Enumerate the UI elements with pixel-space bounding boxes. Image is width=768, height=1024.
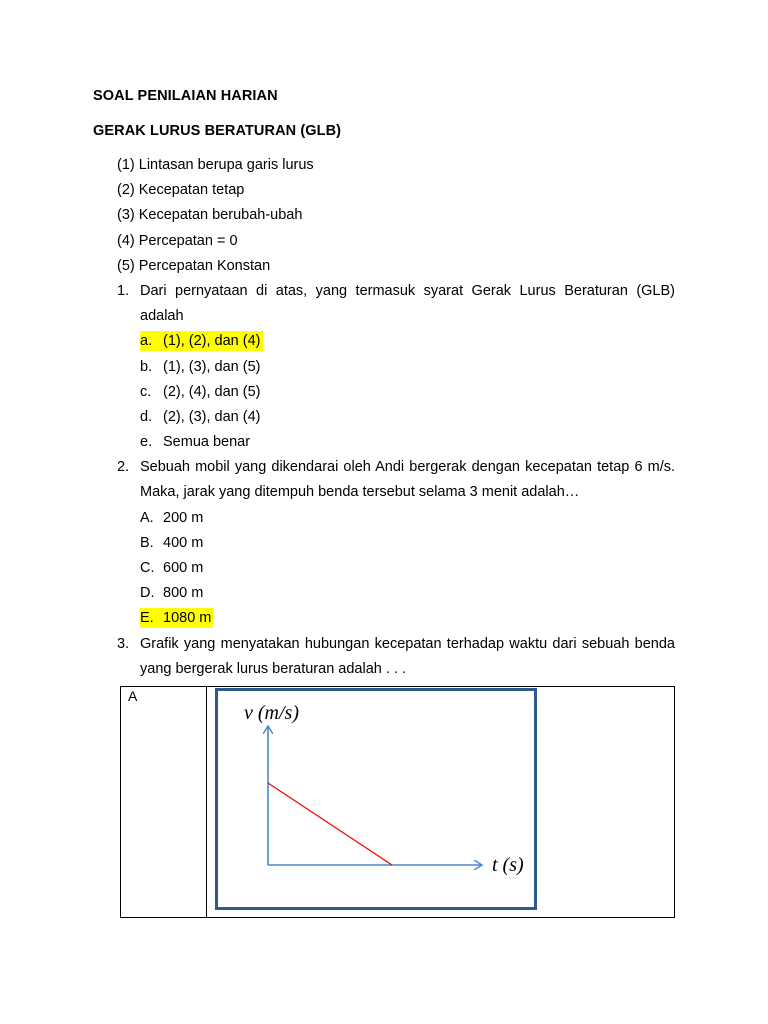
statement-2: (2) Kecepatan tetap bbox=[117, 182, 245, 198]
question-2-option-b bbox=[140, 533, 203, 553]
question-2-option-a bbox=[140, 508, 203, 528]
option-letter: B. bbox=[140, 535, 154, 551]
option-letter: A. bbox=[140, 510, 154, 526]
option-text: 600 m bbox=[163, 560, 204, 576]
question-2-option-e bbox=[140, 608, 213, 628]
option-letter: a. bbox=[140, 333, 153, 349]
statement-3: (3) Kecepatan berubah-ubah bbox=[117, 207, 303, 223]
statement-1: (1) Lintasan berupa garis lurus bbox=[117, 157, 314, 173]
option-text: (1), (2), dan (4) bbox=[163, 333, 261, 349]
option-letter: C. bbox=[140, 560, 155, 576]
option-letter: c. bbox=[140, 384, 152, 400]
question-2-option-d bbox=[140, 583, 203, 603]
option-text: (2), (3), dan (4) bbox=[163, 409, 261, 425]
option-text: (1), (3), dan (5) bbox=[163, 359, 261, 375]
option-letter: D. bbox=[140, 585, 155, 601]
question-1-text: Dari pernyataan di atas, yang termasuk syarat Gerak Lurus Beraturan (GLB) adalah bbox=[140, 283, 675, 324]
option-letter: b. bbox=[140, 359, 153, 375]
question-1-number: 1. bbox=[117, 283, 130, 299]
question-3-number: 3. bbox=[117, 636, 130, 652]
x-axis-label: t (s) bbox=[492, 854, 524, 876]
option-letter: e. bbox=[140, 434, 153, 450]
question-1-option-c bbox=[140, 382, 261, 402]
option-letter: E. bbox=[140, 610, 154, 626]
question-1-option-b bbox=[140, 357, 261, 377]
option-text: 200 m bbox=[163, 510, 204, 526]
option-letter: d. bbox=[140, 409, 153, 425]
option-text: 1080 m bbox=[163, 610, 212, 626]
table-row-label: A bbox=[128, 688, 138, 704]
document-title: SOAL PENILAIAN HARIAN bbox=[93, 88, 278, 104]
graph-svg bbox=[218, 691, 534, 907]
graph-line bbox=[268, 783, 392, 865]
velocity-time-graph bbox=[215, 688, 537, 910]
question-3-text: Grafik yang menyatakan hubungan kecepatan terhadap waktu dari sebuah benda yang bergerak lurus beraturan adalah . . . bbox=[140, 636, 675, 677]
document-subtitle: GERAK LURUS BERATURAN (GLB) bbox=[93, 123, 342, 139]
option-text: 800 m bbox=[163, 585, 204, 601]
option-text: 400 m bbox=[163, 535, 204, 551]
question-1-option-e bbox=[140, 432, 250, 452]
statement-5: (5) Percepatan Konstan bbox=[117, 258, 271, 274]
question-2-number: 2. bbox=[117, 459, 130, 475]
question-2-option-c bbox=[140, 558, 203, 578]
y-axis-label: v (m/s) bbox=[244, 702, 299, 724]
option-text: (2), (4), dan (5) bbox=[163, 384, 261, 400]
question-2-text: Sebuah mobil yang dikendarai oleh Andi bergerak dengan kecepatan tetap 6 m/s. Maka, jarak yang ditempuh benda tersebut selama 3 menit adalah… bbox=[140, 459, 675, 500]
question-1-option-d bbox=[140, 407, 261, 427]
table-column-divider bbox=[206, 687, 207, 917]
option-text: Semua benar bbox=[163, 434, 251, 450]
statement-4: (4) Percepatan = 0 bbox=[117, 233, 238, 249]
question-1-option-a bbox=[140, 331, 263, 351]
